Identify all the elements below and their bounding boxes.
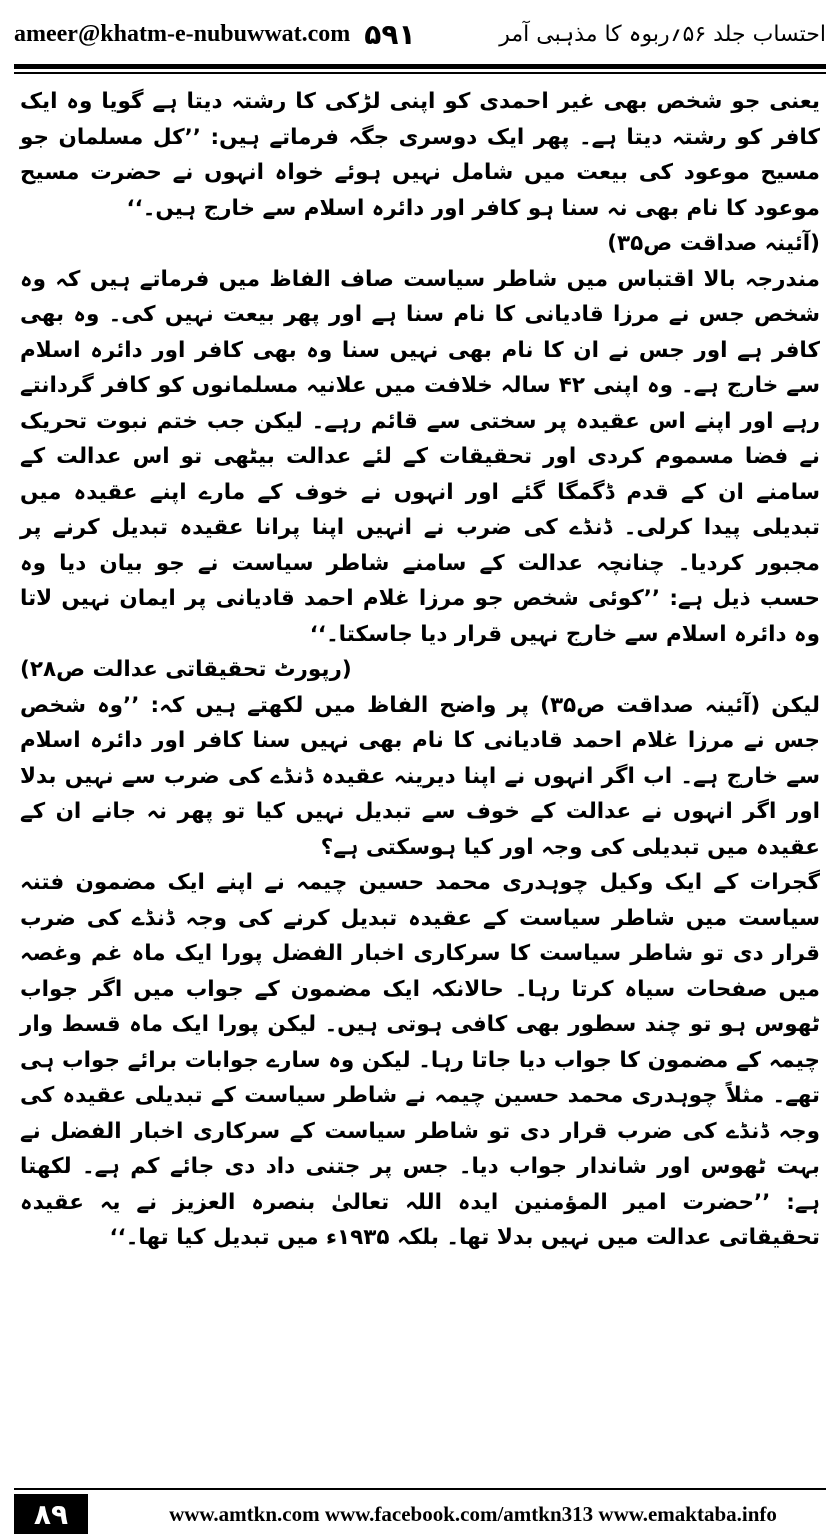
page-body bbox=[20, 84, 820, 1474]
footer-page-number: ۸۹ bbox=[14, 1494, 88, 1534]
paragraph-1: یعنی جو شخص بھی غیر احمدی کو اپنی لڑکی کا رشتہ دیتا ہے گویا وہ ایک کافر کو رشتہ دیتا ہے۔ پھر ایک دوسری جگہ فرماتے ہیں: ’’کل مسلمان جو مسیح موعود کی بیعت میں شامل نہیں ہوئے خواہ انہوں نے حضرت مسیح موعود کا نام بھی نہ سنا ہو کافر اور دائرہ اسلام سے خارج ہیں۔‘‘ bbox=[20, 89, 820, 221]
paragraph-2: مندرجہ بالا اقتباس میں شاطر سیاست صاف الفاظ میں فرماتے ہیں کہ وہ شخص جس نے مرزا قادیانی کا نام سنا ہے اور پھر بیعت نہیں کی۔ وہ بھی کافر ہے اور جس نے ان کا نام بھی نہیں سنا وہ بھی کافر اور دائرہ اسلام سے خارج ہے۔ وہ اپنی ۴۲ سالہ خلافت میں علانیہ مسلمانوں کو کافر گردانتے رہے اور اپنے اس عقیدہ پر سختی سے قائم رہے۔ لیکن جب ختم نبوت تحریک نے فضا مسموم کردی اور تحقیقات کے لئے عدالت بیٹھی تو اس عدالت کے سامنے ان کے قدم ڈگمگا گئے اور انہوں نے خوف کے مارے اپنے عقیدہ میں تبدیلی پیدا کرلی۔ ڈنڈے کی ضرب نے انہیں اپنا پرانا عقیدہ تبدیل کرنے پر مجبور کردیا۔ چنانچہ عدالت کے سامنے شاطر سیاست نے جو بیان دیا وہ حسب ذیل ہے: ’’کوئی شخص جو مرزا غلام احمد قادیانی پر ایمان نہیں لاتا وہ دائرہ اسلام سے خارج نہیں قرار دیا جاسکتا۔‘‘ bbox=[20, 266, 820, 647]
paragraph-4: گجرات کے ایک وکیل چوہدری محمد حسین چیمہ نے اپنے ایک مضمون فتنہ سیاست میں شاطر سیاست کے عقیدہ تبدیل کرنے کی وجہ ڈنڈے کی ضرب قرار دی تو شاطر سیاست کا سرکاری اخبار الفضل پورا ایک ماہ غم وغصہ میں صفحات سیاہ کرتا رہا۔ حالانکہ ایک مضمون کے جواب میں اگر جواب ٹھوس ہو تو چند سطور بھی کافی ہوتی ہیں۔ لیکن پورا ایک ماہ قسط وار چیمہ کے مضمون کا جواب دیا جاتا رہا۔ لیکن وہ سارے جوابات برائے جواب ہی تھے۔ مثلاً چوہدری محمد حسین چیمہ نے شاطر سیاست کے تبدیلی عقیدہ کی وجہ ڈنڈے کی ضرب قرار دی تو شاطر سیاست کے سرکاری اخبار الفضل نے بہت ٹھوس اور شاندار جواب دیا۔ جس پر جتنی داد دی جائے کم ہے۔ لکھتا ہے: ’’حضرت امیر المؤمنین ایدہ اللہ تعالیٰ بنصرہ العزیز نے یہ عقیدہ تحقیقاتی عدالت میں نہیں بدلا تھا۔ بلکہ ۱۹۳۵ء میں تبدیل کیا تھا۔‘‘ bbox=[20, 870, 820, 1250]
page-header bbox=[14, 8, 826, 60]
page-footer bbox=[0, 1488, 840, 1540]
footer-links: www.amtkn.com www.facebook.com/amtkn313 www.emaktaba.info bbox=[169, 1501, 777, 1526]
citation-ayina-sadaqat: (آئینہ صداقت ص۳۵) bbox=[607, 231, 820, 256]
header-rule-thin bbox=[14, 72, 826, 74]
footer-rule bbox=[14, 1488, 826, 1490]
citation-report: (رپورٹ تحقیقاتی عدالت ص۲۸) bbox=[20, 657, 352, 682]
header-email: ameer@khatm-e-nubuwwat.com bbox=[14, 20, 351, 47]
header-page-number: ۵۹۱ bbox=[364, 17, 416, 51]
header-rule-thick bbox=[14, 64, 826, 69]
header-left bbox=[14, 18, 416, 51]
paragraph-3: لیکن (آئینہ صداقت ص۳۵) پر واضح الفاظ میں لکھتے ہیں کہ: ’’وہ شخص جس نے مرزا غلام احمد قادیانی کا نام بھی نہیں سنا کافر اور دائرہ اسلام سے خارج ہے۔ اب اگر انہوں نے اپنا دیرینہ عقیدہ ڈنڈے کی ضرب سے نہیں بدلا اور اگر انہوں نے عدالت کے خوف سے تبدیل نہیں کیا تو پھر نہ جانے ان کے عقیدہ میں تبدیلی کی وجہ اور کیا ہوسکتی ہے؟ bbox=[20, 692, 820, 860]
header-book-title: احتساب جلد ۵۶؍ربوہ کا مذہبی آمر bbox=[499, 21, 826, 47]
